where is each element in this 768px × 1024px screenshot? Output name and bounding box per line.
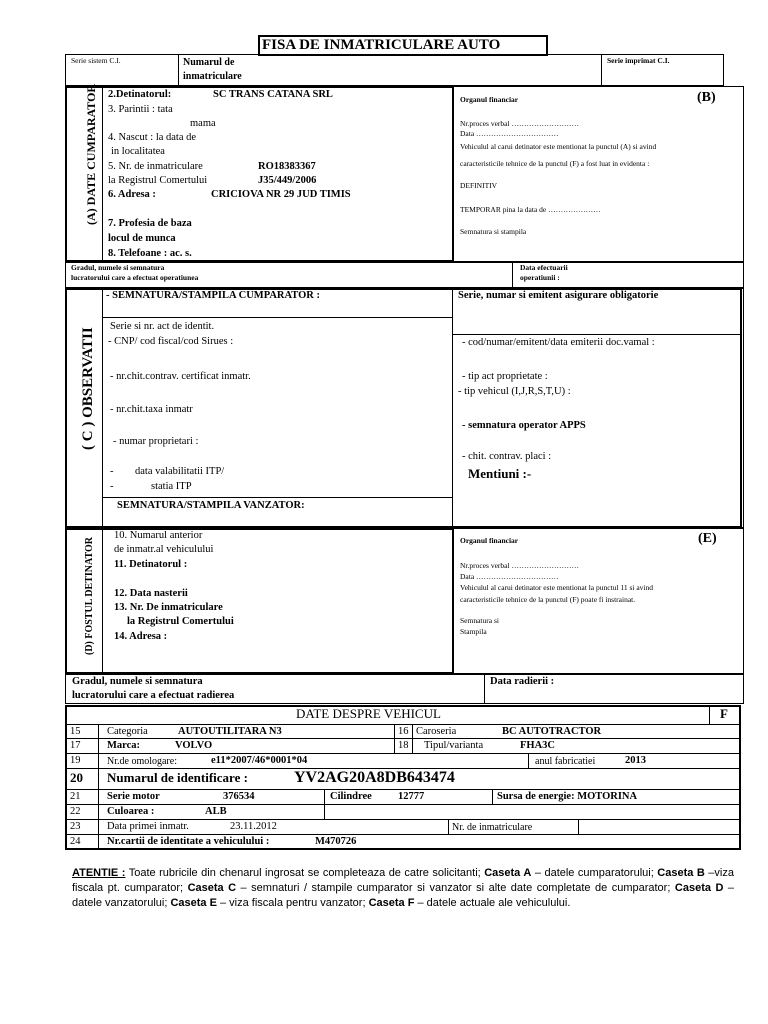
itp1-dash: - [110, 466, 114, 477]
caroseria-value: BC AUTOTRACTOR [502, 726, 602, 737]
registrul-label: la Registrul Comertului [108, 175, 208, 186]
itp2-label: statia ITP [151, 481, 192, 492]
tipul-value: FHA3C [520, 740, 555, 751]
row-24-number: 24 [70, 836, 81, 847]
note-part-1: Toate rubricile din chenarul ingrosat se completeaza de catre solicitanti; [125, 867, 485, 879]
chit-certificat-label: - nr.chit.contrav. certificat inmatr. [110, 371, 251, 382]
nr-inmatriculare-vehicle-label: Nr. de inmatriculare [452, 822, 533, 833]
section-c-vertical-label: ( C ) OBSERVATII [80, 327, 96, 450]
motor-label: Serie motor [107, 791, 160, 802]
nr-inmatriculare-d: 13. Nr. De inmatriculare [114, 602, 223, 613]
section-a-vertical-label: (A) DATE CUMPARATOR [84, 83, 98, 225]
semnatura-vanzator-label: SEMNATURA/STAMPILA VANZATOR: [117, 500, 305, 511]
caseta-a: Caseta A [484, 867, 532, 879]
semnatura-b: Semnatura si stampila [460, 227, 527, 236]
tip-vehicul-label: - tip vehicul (I,J,R,S,T,U) : [458, 386, 571, 397]
nascut-label: 4. Nascut : la data de [108, 132, 197, 143]
caseta-d: Caseta D [674, 882, 724, 894]
text1-e: Vehiculul al carui detinator este mentionat la punctul 11 si avind [460, 583, 654, 592]
proces-verbal-b: Nr.proces verbal ……………………… [460, 119, 579, 128]
adresa-d: 14. Adresa : [114, 631, 168, 642]
operatiunii-label: operatiunii : [520, 273, 560, 282]
nr-inmatriculare-label: 5. Nr. de inmatriculare [108, 161, 203, 172]
row-21-number: 21 [70, 791, 81, 802]
parintii-label: 3. Parintii : tata [108, 104, 173, 115]
serie-sistem-label: Serie sistem C.I. [71, 56, 121, 65]
mama-label: mama [190, 118, 216, 129]
itp2-dash: - [110, 481, 114, 492]
organul-financiar-e: Organul financiar [460, 536, 519, 545]
registrul-d: la Registrul Comertului [127, 616, 234, 627]
serie-act-label: Serie si nr. act de identit. [110, 321, 215, 332]
data-prima-inmatriculare-label: Data primei inmatr. [107, 821, 189, 832]
serie-imprimat-label: Serie imprimat C.I. [607, 56, 670, 65]
organul-financiar-b: Organul financiar [460, 95, 519, 104]
data-radierii-label: Data radierii : [490, 676, 555, 687]
data-nasterii-d: 12. Data nasterii [114, 588, 188, 599]
detinatorul-d: 11. Detinatorul : [114, 559, 188, 570]
caseta-c: Caseta C [187, 882, 237, 894]
mentiuni-label: Mentiuni :- [468, 466, 532, 481]
note-part-3: –viza fiscala pt. cumparator; [72, 867, 734, 894]
lucratorului-label-1: lucratorului care a efectuat operatiunea [71, 273, 199, 282]
culoarea-label: Culoarea : [107, 806, 155, 817]
page-title: FISA DE INMATRICULARE AUTO [262, 37, 501, 53]
sursa-energie: Sursa de energie: MOTORINA [497, 791, 638, 802]
atentie-note [72, 866, 734, 911]
nr-inmatriculare-value: RO18383367 [258, 161, 316, 172]
omologare-label: Nr.de omologare: [107, 756, 177, 767]
identificare-label: Numarul de identificare : [107, 770, 248, 785]
semnatura-e: Semnatura si [460, 616, 499, 625]
note-part-4: – semnaturi / stampile cumparator si vanzator si alte date completate de cumparator; [236, 882, 675, 894]
row-20-number: 20 [70, 770, 83, 785]
row-18-number: 18 [398, 740, 409, 751]
marca-value: VOLVO [175, 740, 213, 751]
row-16-number: 16 [398, 726, 409, 737]
chit-placi-label: - chit. contrav. placi : [462, 451, 552, 462]
localitatea-label: in localitatea [111, 146, 165, 157]
tip-act-label: - tip act proprietate : [462, 371, 548, 382]
cilindree-label: Cilindree [330, 791, 372, 802]
omologare-value: e11*2007/46*0001*04 [211, 755, 308, 766]
row-15-number: 15 [70, 726, 81, 737]
data-e: Data …………………………… [460, 572, 559, 581]
atentie-label: ATENTIE : [72, 867, 126, 879]
itp1-label: data valabilitatii ITP/ [135, 466, 225, 477]
detinatorul-label: 2.Detinatorul: [108, 89, 172, 100]
stampila-e: Stampila [460, 627, 487, 636]
section-d-vertical-label: (D) FOSTUL DETINATOR [84, 537, 95, 655]
data-prima-inmatriculare-value: 23.11.2012 [230, 821, 277, 832]
vehicle-heading: DATE DESPRE VEHICUL [296, 706, 441, 721]
text2-b: caracteristicile tehnice de la punctul (F) a fost luat in evidenta : [460, 159, 650, 168]
note-part-2: – datele cumparatorului; [531, 867, 658, 879]
culoarea-value: ALB [205, 806, 227, 817]
motor-value: 376534 [223, 791, 255, 802]
semnatura-apps-label: - semnatura operator APPS [462, 420, 586, 431]
note-part-7: – datele actuale ale vehiculului. [414, 897, 571, 909]
inmatriculare-label: inmatriculare [183, 71, 242, 82]
text1-b: Vehiculul al carui detinator este mentionat la punctul (A) si avind [460, 142, 657, 151]
row-17-number: 17 [70, 740, 81, 751]
detinatorul-value: SC TRANS CATANA SRL [213, 89, 333, 100]
temporar-b: TEMPORAR pina la data de ………………… [460, 205, 601, 214]
cod-emitent-label: - cod/numar/emitent/data emiterii doc.vamal : [462, 337, 655, 348]
gradul-label-1: Gradul, numele si semnatura [71, 263, 165, 272]
data-efectuarii-label: Data efectuarii [520, 263, 568, 272]
cilindree-value: 12777 [398, 791, 425, 802]
categoria-value: AUTOUTILITARA N3 [178, 726, 282, 737]
text2-e: caracteristicile tehnice de la punctul (F) poate fi instrainat. [460, 595, 636, 604]
nr-anterior-2: de inmatr.al vehiculului [114, 544, 214, 555]
anul-value: 2013 [625, 755, 646, 766]
section-e-letter: (E) [698, 531, 717, 546]
note-part-6: – viza fiscala pentru vanzator; [216, 897, 369, 909]
caseta-b: Caseta B [657, 867, 705, 879]
caseta-f: Caseta F [368, 897, 415, 909]
profesia-label: 7. Profesia de baza [108, 218, 192, 229]
note-part-5: – datele vanzatorului; [72, 882, 735, 909]
caseta-e: Caseta E [170, 897, 217, 909]
numar-proprietari-label: - numar proprietari : [113, 436, 199, 447]
gradul-label-2: Gradul, numele si semnatura [72, 676, 203, 687]
section-b-letter: (B) [697, 90, 716, 105]
proces-verbal-e: Nr.proces verbal ……………………… [460, 561, 579, 570]
row-23-number: 23 [70, 821, 81, 832]
locul-label: locul de munca [108, 233, 176, 244]
registrul-value: J35/449/2006 [258, 175, 317, 186]
lucratorului-label-2: lucratorului care a efectuat radierea [72, 690, 235, 701]
cartii-value: M470726 [315, 836, 357, 847]
cnp-label: - CNP/ cod fiscal/cod Sirues : [108, 336, 234, 347]
telefoane-label: 8. Telefoane : ac. s. [108, 248, 192, 259]
marca-label: Marca: [107, 740, 141, 751]
chit-taxa-label: - nr.chit.taxa inmatr [110, 404, 193, 415]
cartii-label: Nr.cartii de identitate a vehiculului : [107, 836, 270, 847]
anul-label: anul fabricatiei [535, 756, 596, 767]
tipul-label: Tipul/varianta [424, 740, 484, 751]
nr-anterior-1: 10. Numarul anterior [114, 530, 203, 541]
numarul-de-label: Numarul de [183, 57, 235, 68]
vehicle-letter: F [720, 706, 728, 721]
serie-asigurare-label: Serie, numar si emitent asigurare obligatorie [458, 290, 659, 301]
adresa-label: 6. Adresa : [108, 189, 156, 200]
caroseria-label: Caroseria [416, 726, 457, 737]
definitiv-b: DEFINITIV [460, 181, 498, 190]
categoria-label: Categoria [107, 726, 148, 737]
row-19-number: 19 [70, 755, 81, 766]
adresa-value: CRICIOVA NR 29 JUD TIMIS [211, 189, 351, 200]
row-22-number: 22 [70, 806, 81, 817]
data-b: Data …………………………… [460, 129, 559, 138]
identificare-value: YV2AG20A8DB643474 [294, 769, 455, 786]
semnatura-cumparator-label: - SEMNATURA/STAMPILA CUMPARATOR : [106, 290, 320, 301]
